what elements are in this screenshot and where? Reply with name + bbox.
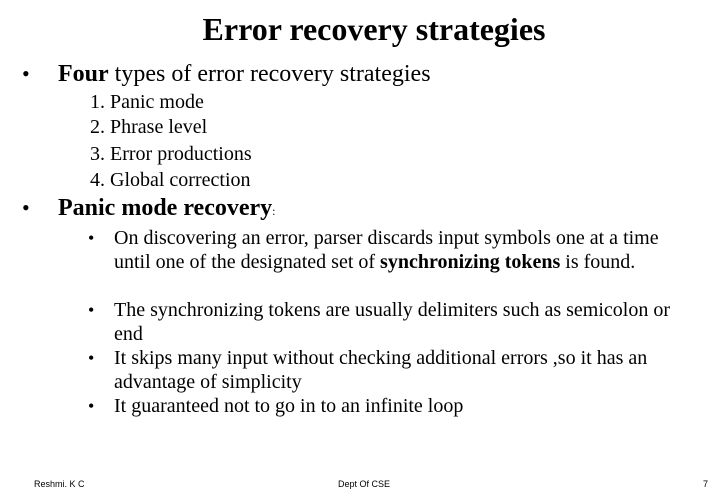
bullet-bold-text: Panic mode recovery [58, 195, 273, 221]
bullet-dot-icon: • [22, 61, 30, 86]
bullet-dot-icon: • [88, 348, 95, 368]
slide-title: Error recovery strategies [202, 11, 546, 47]
strategy-item-4: 4. Global correction [90, 169, 251, 191]
bullet-panic-mode [22, 194, 276, 225]
bullet-text: types of error recovery strategies [108, 61, 431, 87]
sub-bullet-infinite-loop [90, 394, 700, 418]
strategy-item-2: 2. Phrase level [90, 116, 208, 138]
footer-dept: Dept Of CSE [338, 479, 391, 489]
text-bold-part: synchronizing tokens [380, 251, 561, 273]
sub-bullet-discard [90, 226, 700, 274]
bullet-dot-icon: • [88, 300, 95, 320]
bullet-bold-text: Four [58, 61, 109, 87]
bullet-colon: : [272, 204, 276, 218]
bullet-four-types [22, 60, 431, 88]
sub-bullet-text: It skips many input without checking additional errors ,so it has an advantage of simplicity [114, 347, 648, 393]
sub-bullet-simplicity [90, 346, 700, 394]
sub-bullet-delimiters [90, 298, 700, 346]
sub-bullet-text [114, 226, 700, 274]
sub-bullet-text: It guaranteed not to go in to an infinite loop [114, 395, 464, 417]
sub-bullet-text: The synchronizing tokens are usually delimiters such as semicolon or end [114, 299, 670, 345]
strategy-item-3: 3. Error productions [90, 143, 252, 165]
bullet-dot-icon: • [22, 195, 30, 220]
footer-author: Reshmi. K C [34, 479, 85, 489]
footer-page-number: 7 [703, 479, 709, 489]
text-part: is found. [560, 251, 636, 273]
text-part: On discovering an error, parser discards input symbols one at a time until one of the designated set of [114, 227, 659, 273]
bullet-dot-icon: • [88, 228, 95, 248]
bullet-dot-icon: • [88, 396, 95, 416]
strategy-item-1: 1. Panic mode [90, 91, 204, 113]
